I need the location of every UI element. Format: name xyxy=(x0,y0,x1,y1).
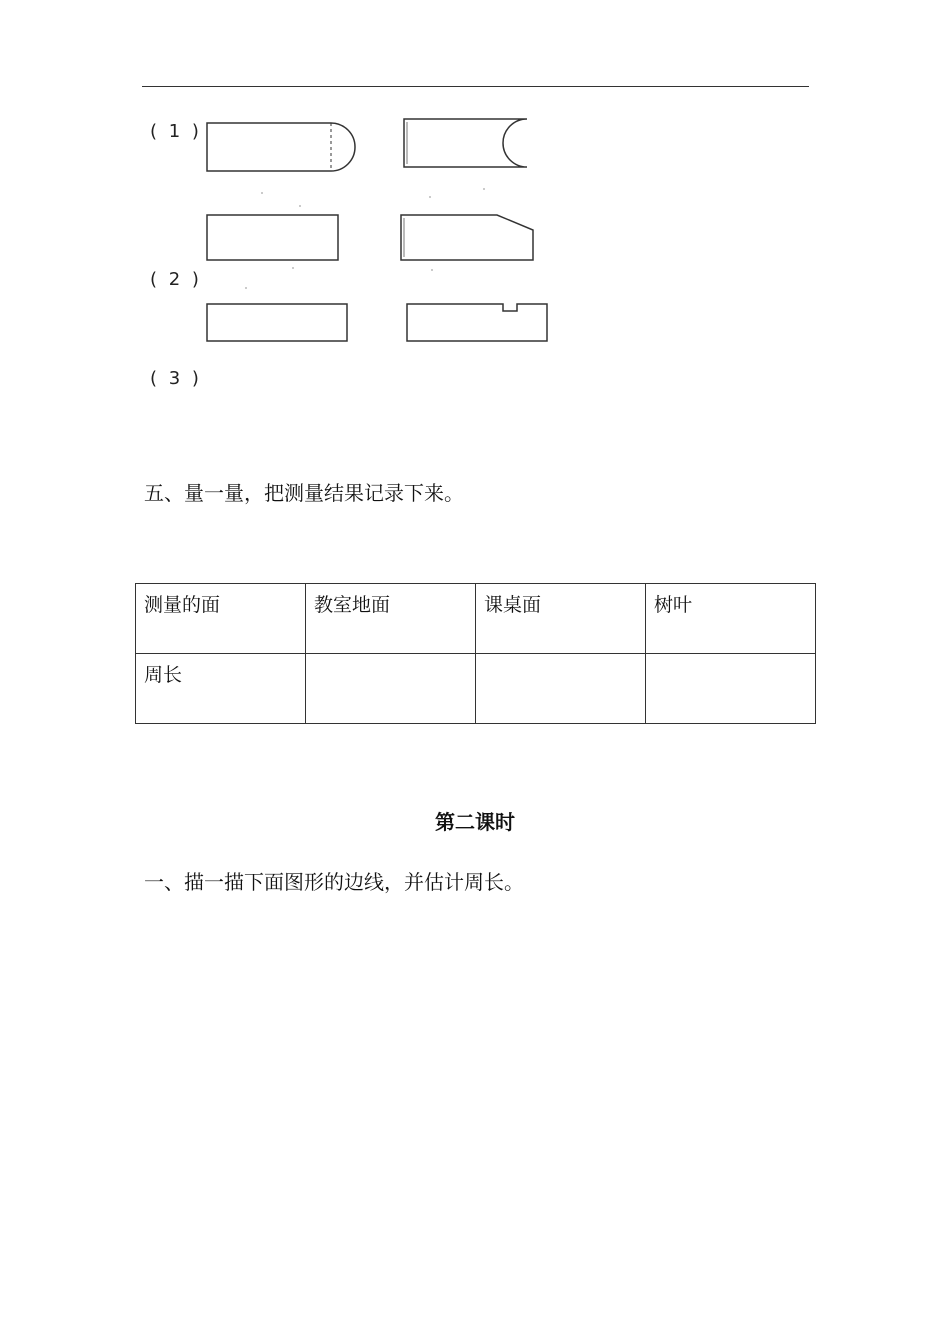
table-cell: 教室地面 xyxy=(306,584,476,654)
table-cell-empty xyxy=(646,654,816,724)
shape-rect-plain-2 xyxy=(207,304,347,341)
question-label-1: ( 1 ) xyxy=(150,121,202,142)
shape-rect-semicircle xyxy=(207,123,355,171)
table-cell: 周长 xyxy=(136,654,306,724)
question-label-2: ( 2 ) xyxy=(150,269,202,290)
question-label-3: ( 3 ) xyxy=(150,368,202,389)
shape-figures xyxy=(0,0,950,420)
lesson2-title: 第二课时 xyxy=(435,810,515,834)
measurement-table xyxy=(135,583,816,724)
shape-rect-plain-1 xyxy=(207,215,338,260)
table-header-row xyxy=(136,584,816,654)
table-cell: 树叶 xyxy=(646,584,816,654)
table-cell-empty xyxy=(306,654,476,724)
table-row xyxy=(136,654,816,724)
shape-rect-cut-corner xyxy=(401,215,533,260)
table-cell: 课桌面 xyxy=(476,584,646,654)
table-cell: 测量的面 xyxy=(136,584,306,654)
lesson2-heading: 一、描一描下面图形的边线，并估计周长。 xyxy=(144,870,524,894)
faint-marks xyxy=(245,188,485,289)
table-cell-empty xyxy=(476,654,646,724)
shape-rect-notch-arc xyxy=(404,119,527,167)
section5-heading: 五、量一量，把测量结果记录下来。 xyxy=(144,481,464,505)
shape-rect-square-notch xyxy=(407,304,547,341)
